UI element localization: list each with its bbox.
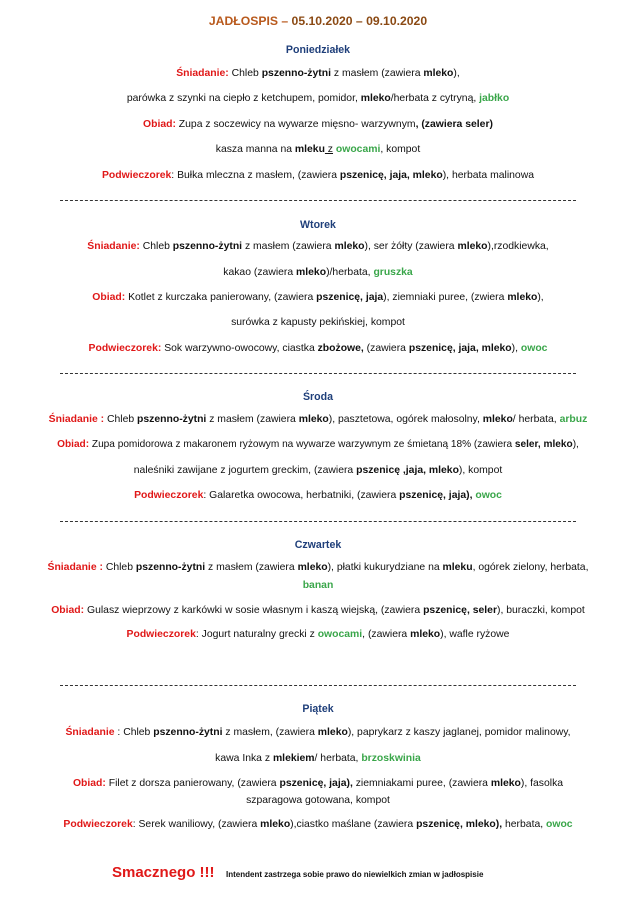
fruit-label: gruszka	[373, 267, 413, 278]
meal-label-snack: Podwieczorek:	[88, 343, 162, 354]
friday-breakfast-line2: kawa Inka z mlekiem/ herbata, brzoskwinia	[215, 753, 421, 764]
wednesday-snack: Podwieczorek: Galaretka owocowa, herbatniki, (zawiera pszenicę, jaja), owoc	[134, 490, 502, 501]
day-wednesday: Środa	[302, 391, 334, 403]
divider	[60, 200, 576, 201]
title-dash: –	[277, 14, 292, 28]
friday-snack: Podwieczorek: Serek waniliowy, (zawiera mleko),ciastko maślane (zawiera pszenicę, mleko), herbata, owoc	[63, 819, 573, 830]
meal-label-snack: Podwieczorek	[63, 819, 133, 830]
footer-note: Intendent zastrzega sobie prawo do niewielkich zmian w jadłospisie	[226, 870, 484, 879]
fruit-label: banan	[302, 580, 334, 591]
meal-label-lunch: Obiad:	[57, 439, 90, 450]
day-friday: Piątek	[302, 703, 334, 715]
monday-lunch-line1: Obiad: Zupa z soczewicy na wywarze mięsno- warzywnym, (zawiera seler)	[143, 119, 493, 130]
tuesday-breakfast-line1: Śniadanie: Chleb pszenno-żytni z masłem (zawiera mleko), ser żółty (zawiera mleko),rzodkiewka,	[87, 241, 549, 252]
tuesday-lunch-line2: surówka z kapusty pekińskiej, kompot	[231, 317, 405, 328]
monday-breakfast-line1: Śniadanie: Chleb pszenno-żytni z masłem (zawiera mleko),	[176, 68, 460, 79]
divider	[60, 685, 576, 686]
day-monday: Poniedziałek	[285, 44, 351, 56]
fruit-label: owocami	[317, 629, 363, 640]
fruit-label: owoc	[520, 343, 548, 354]
friday-breakfast-line1: Śniadanie : Chleb pszenno-żytni z masłem, (zawiera mleko), paprykarz z kaszy jaglanej, pomidor malinowy,	[65, 727, 571, 738]
meal-label-lunch: Obiad:	[51, 605, 85, 616]
wednesday-breakfast: Śniadanie : Chleb pszenno-żytni z masłem (zawiera mleko), pasztetowa, ogórek małosolny, mleko/ herbata, arbuz	[48, 414, 588, 425]
title-label: JADŁOSPIS	[208, 14, 278, 28]
monday-breakfast-line2: parówka z szynki na ciepło z ketchupem, pomidor, mleko/herbata z cytryną, jabłko	[126, 93, 510, 104]
fruit-label: jabłko	[479, 93, 510, 104]
fruit-label: owoc	[546, 819, 573, 830]
wednesday-lunch-line1: Obiad: Zupa pomidorowa z makaronem ryżowym na wywarze warzywnym ze śmietaną 18% (zawiera seler, mleko),	[57, 439, 579, 450]
meal-label-snack: Podwieczorek	[126, 629, 196, 640]
thursday-lunch: Obiad: Gulasz wieprzowy z karkówki w sosie własnym i kaszą wiejską, (zawiera pszenicę, seler), buraczki, kompot	[51, 605, 585, 616]
meal-label-lunch: Obiad:	[143, 119, 176, 130]
fruit-label: owocami	[333, 144, 381, 155]
fruit-label: brzoskwinia	[361, 753, 421, 764]
menu-title	[0, 14, 636, 28]
meal-label-breakfast: Śniadanie :	[47, 562, 103, 573]
divider	[60, 373, 576, 374]
tuesday-snack: Podwieczorek: Sok warzywno-owocowy, ciastka zbożowe, (zawiera pszenicę, jaja, mleko), owoc	[88, 343, 548, 354]
title-date-range: 05.10.2020 – 09.10.2020	[291, 14, 428, 28]
thursday-snack: Podwieczorek: Jogurt naturalny grecki z owocami, (zawiera mleko), wafle ryżowe	[126, 629, 510, 640]
tuesday-breakfast-line2: kakao (zawiera mleko)/herbata, gruszka	[223, 267, 413, 278]
meal-label-breakfast: Śniadanie :	[48, 414, 105, 425]
meal-label-breakfast: Śniadanie:	[87, 241, 140, 252]
day-thursday: Czwartek	[294, 539, 342, 551]
fruit-label: arbuz	[559, 414, 588, 425]
meal-label-lunch: Obiad:	[92, 292, 126, 303]
thursday-breakfast-line1: Śniadanie : Chleb pszenno-żytni z masłem (zawiera mleko), płatki kukurydziane na mleku, ogórek zielony, herbata,	[47, 562, 589, 573]
friday-lunch-line1: Obiad: Filet z dorsza panierowany, (zawiera pszenicę, jaja), ziemniakami puree, (zawiera mleko), fasolka	[72, 778, 564, 789]
monday-snack: Podwieczorek: Bułka mleczna z masłem, (zawiera pszenicę, jaja, mleko), herbata malinowa	[102, 170, 534, 181]
footer-greeting: Smacznego !!!	[112, 864, 215, 881]
fruit-label: owoc	[472, 490, 502, 501]
meal-label-snack: Podwieczorek	[134, 490, 204, 501]
meal-label-snack: Podwieczorek	[102, 170, 172, 181]
meal-label-breakfast: Śniadanie:	[176, 68, 229, 79]
monday-lunch-line2: kasza manna na mleku z owocami, kompot	[215, 144, 421, 155]
friday-lunch-line2: szparagowa gotowana, kompot	[246, 795, 390, 806]
divider	[60, 521, 576, 522]
meal-label-breakfast: Śniadanie	[65, 727, 115, 738]
wednesday-lunch-line2: naleśniki zawijane z jogurtem greckim, (zawiera pszenicę ,jaja, mleko), kompot	[133, 465, 503, 476]
day-tuesday: Wtorek	[300, 219, 336, 231]
tuesday-lunch-line1: Obiad: Kotlet z kurczaka panierowany, (zawiera pszenicę, jaja), ziemniaki puree, (zwiera mleko),	[92, 292, 544, 303]
meal-label-lunch: Obiad:	[72, 778, 106, 789]
